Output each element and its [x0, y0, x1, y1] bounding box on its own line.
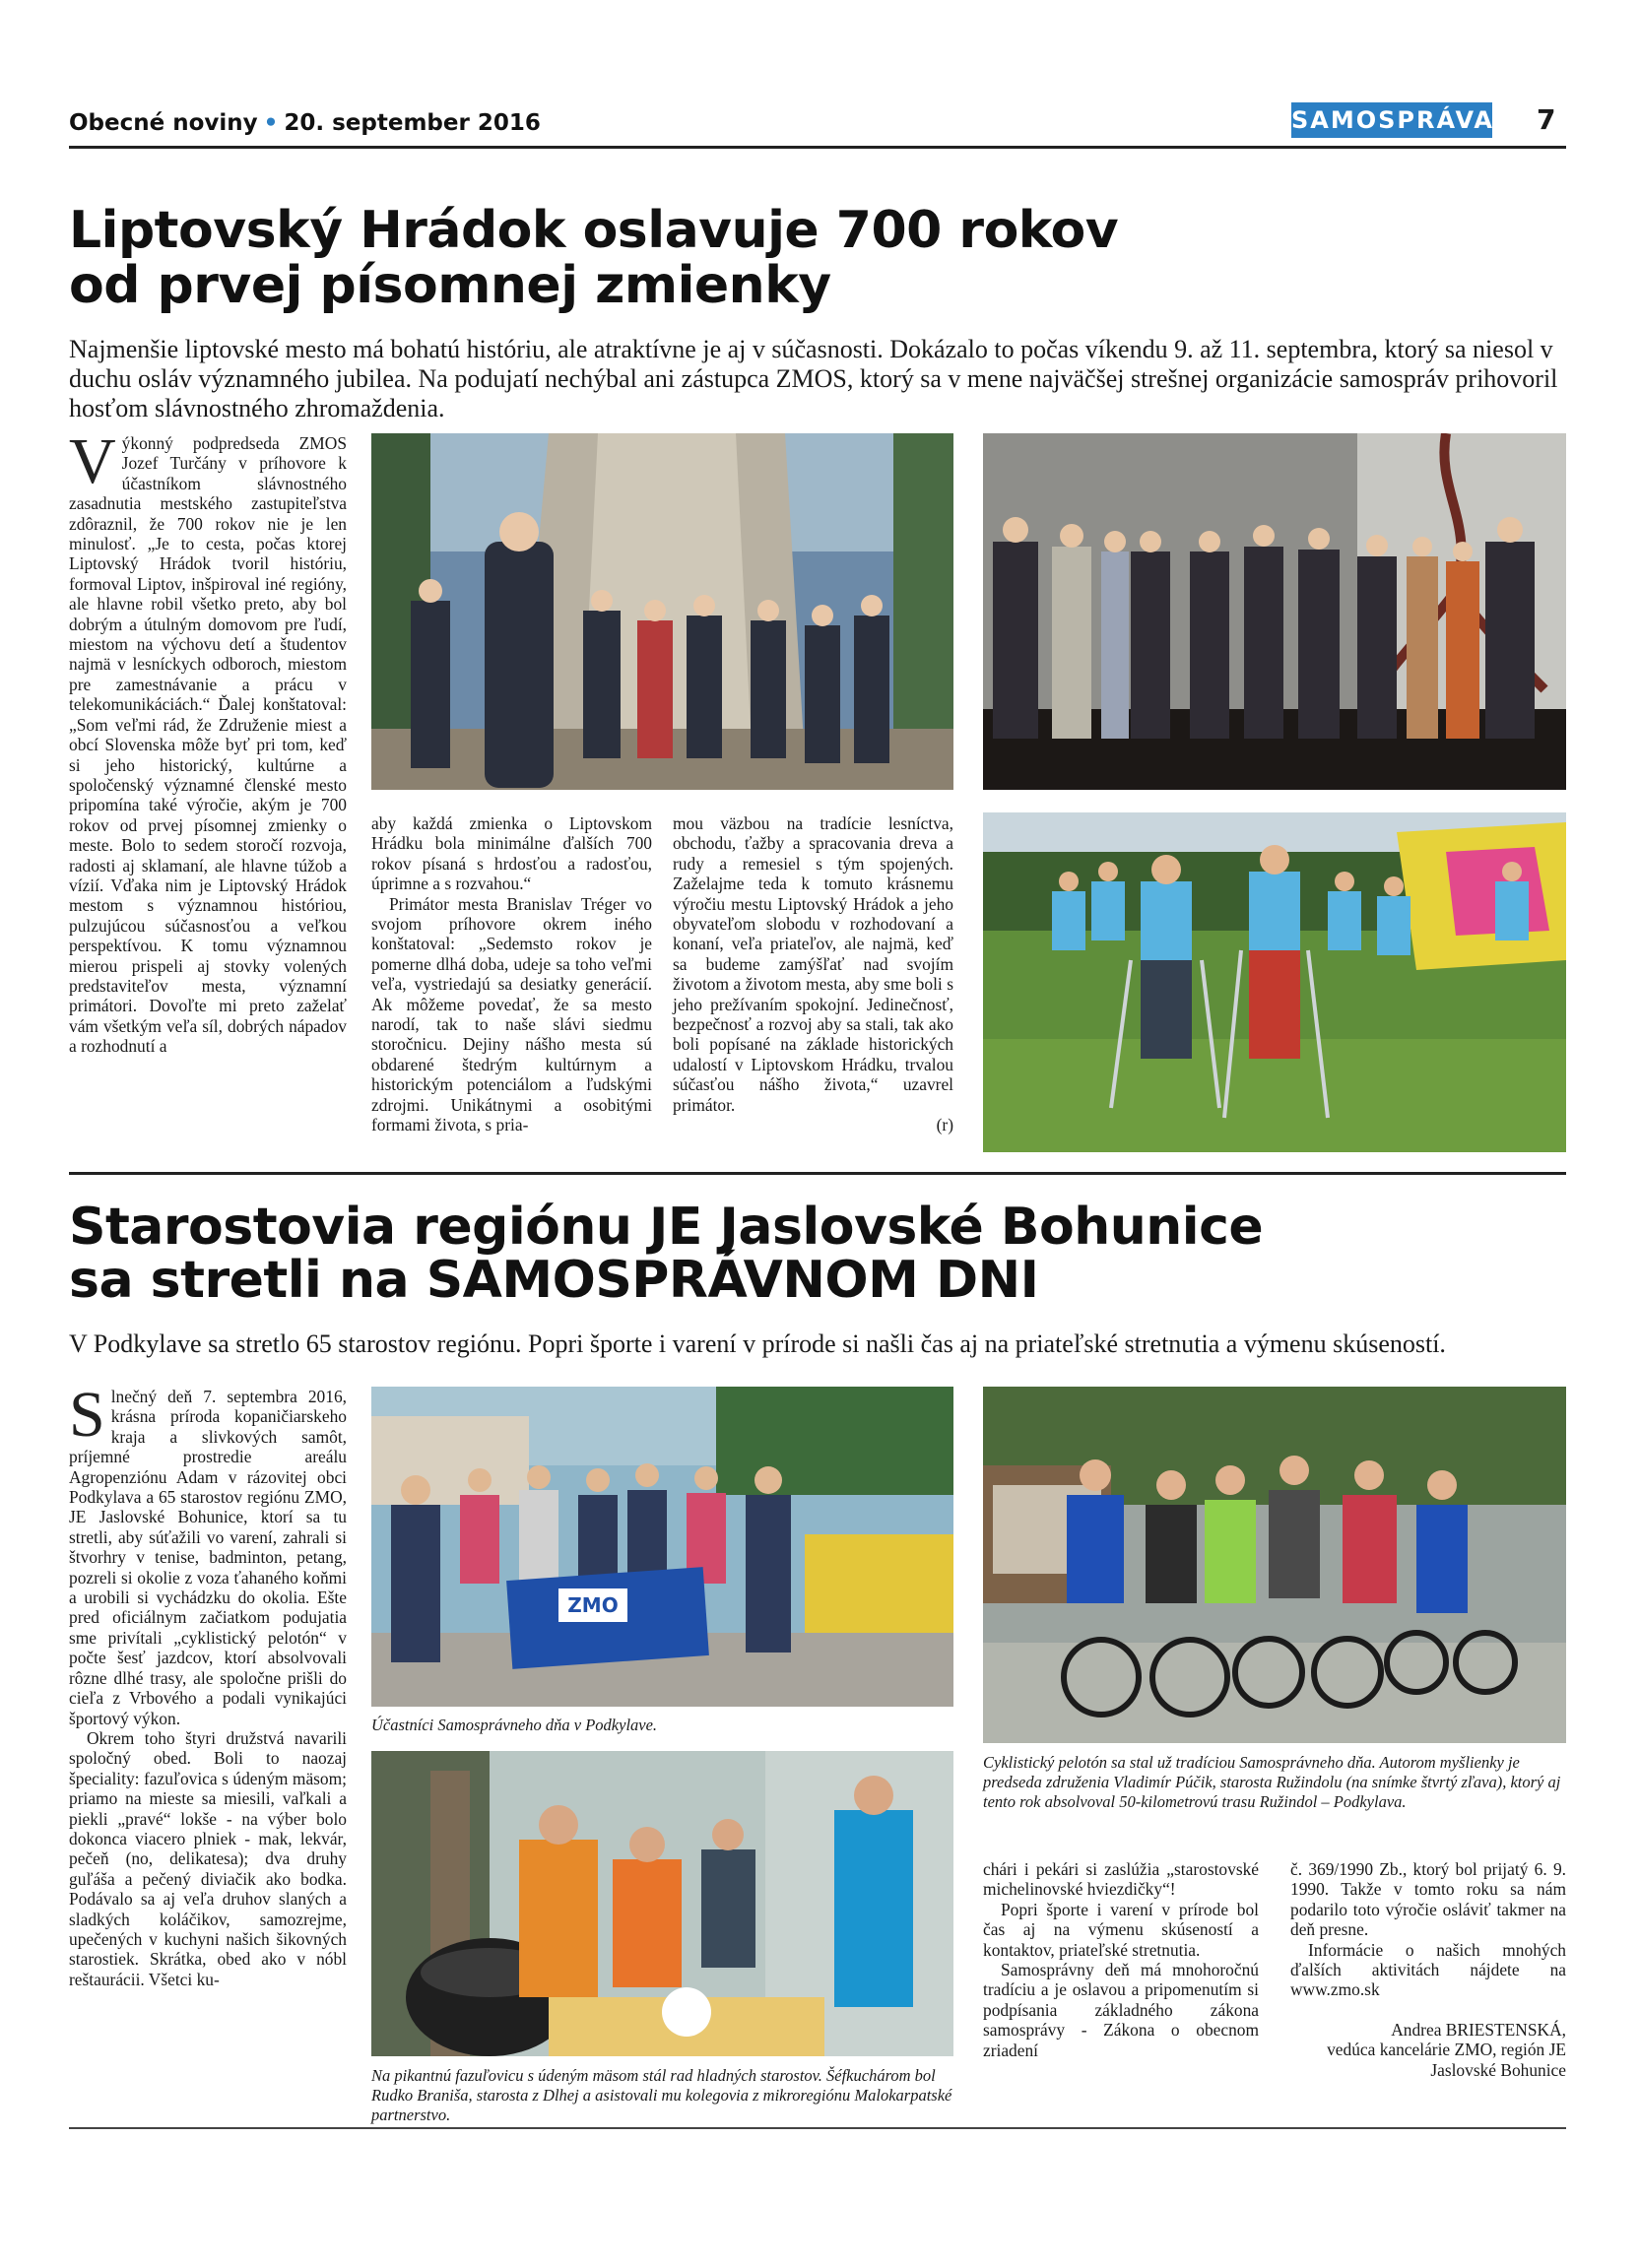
article2-dropcap: S [69, 1379, 105, 1451]
article1-signature: (r) [936, 1115, 953, 1135]
article2-column-3 [1290, 1859, 1566, 2115]
article1-lead: Najmenšie liptovské mesto má bohatú históriu, ale atraktívne je aj v súčasnosti. Dokázalo to počas víkendu 9. až 11. septembra, ktorý sa niesol v duchu osláv významného jubilea. Na podujatí nechýbal ani zástupca ZMOS, ktorý sa v mene najväčšej strešnej organizácie samospráv prihovoril hosťom slávnostného zhromaždenia. [69, 335, 1558, 422]
article1-col2-para1: aby každá zmienka o Liptovskom Hrádku bola minimálne ďalších 700 rokov písaná s hrdosťou a radosťou, úprimne a s rozvahou.“ [371, 813, 652, 894]
article2-col1-para2: Okrem toho štyri družstvá navarili spoločný obed. Boli to naozaj špeciality: fazuľovica s údeným mäsom; priamo na mieste sa miesili, vaľkali a piekli „pravé“ lokše - na výber bolo dokonca viacero plniek - mak, lekvár, pečeň (no, delikatesa); dva druhy guľáša a pečený diviačik ako bodka. Podávalo sa aj veľa druhov slaných a sladkých koláčikov, samozrejme, upečených v kuchyni našich šikovných starostiek. Skrátka, obed ako v nóbl reštaurácii. Všetci ku- [69, 1727, 347, 1989]
header-rule [69, 146, 1566, 149]
caption-group: Účastníci Samosprávneho dňa v Podkylave. [371, 1716, 658, 1734]
flag-zmo-text: ZMO [567, 1593, 619, 1617]
article1-col3-para1: mou väzbou na tradície lesníctva, obchodu, ťažby a spracovania dreva a rudy a remesiel s tým spojených. Zaželajme teda k tomuto krásnemu výročiu mestu Liptovský Hrádok a jeho obyvateľom slobodu v rozhodovaní a konaní, veľa priateľov, ale najmä, keď sa budeme zamýšľať nad svojím životom a životom mesta, aby sme boli s jeho prežívaním spokojní. Jedinečnosť, bezpečnosť a rozvoj aby sa stali, tak ako boli popísané na základe historických udalostí v Liptovskom Hrádku, trvalou súčasťou nášho života,“ uzavrel primátor. [673, 813, 953, 1115]
article1-headline-line1: Liptovský Hrádok oslavuje 700 rokov [69, 201, 1119, 260]
publication-header [69, 110, 541, 136]
article2-col2-para3: Samosprávny deň má mnohoročnú tradíciu a je oslavou a pripomenutím si podpísania základného zákona samosprávy - Zákona o obecnom zriadení [983, 1960, 1259, 2060]
caption-cyclists: Cyklistický pelotón sa stal už tradíciou Samosprávneho dňa. Autorom myšlienky je predseda združenia Vladimír Púčik, starosta Ružindolu (na snímke štvrtý zľava), ktorý aj tento rok absolvoval 50-kilometrovú trasu Ružindol – Podkylava. [983, 1753, 1561, 1811]
article1-column-3 [673, 813, 953, 1152]
section-label: SAMOSPRÁVA [1291, 102, 1492, 138]
separator-dot-icon: • [263, 110, 279, 136]
article2-headline-line1: Starostovia regiónu JE Jaslovské Bohunice [69, 1198, 1264, 1257]
article1-col2-para2: Primátor mesta Branislav Tréger vo svojom príhovore okrem iného konštatoval: „Sedemsto rokov je pomerne dlhá doba, udeje sa toho veľmi veľa, vystriedajú sa desiatky generácií. Ak môžeme povedať, že sa mesto narodí, tak to naše slávi siedmu storočnicu. Dejiny nášho mesta sú obdarené štedrým kultúrnym a historickým potenciálom a ľudskými zdrojmi. Unikátnymi a osobitými formami života, s pria- [371, 893, 652, 1135]
article2-col1-text: lnečný deň 7. septembra 2016, krásna príroda kopaničiarskeho kraja a slivkových samôt, príjemné prostredie areálu Agropenziónu Adam v rázovitej obci Podkylava a 65 starostov regiónu ZMO, JE Jaslovské Bohunice, ktorí sa tu stretli, aby súťažili vo varení, zahrali si štvorhry v tenise, badminton, petang, pozreli si okolie z voza ťahaného koňmi a urobili si vychádzku do okolia. Ešte pred oficiálnym začiatkom podujatia sme privítali „cyklistický pelotón“ v počte šesť jazdcov, ktorí absolvovali rôzne dlhé trasy, ale spoločne prišli do cieľa z Vrbového a podali vynikajúci športový výkon. [69, 1387, 347, 1728]
photo-group-zmo-flag [371, 1387, 953, 1707]
article1-headline-line2: od prvej písomnej zmienky [69, 256, 831, 315]
article-separator-rule [69, 1172, 1566, 1175]
article2-column-1 [69, 1379, 347, 2115]
article2-column-2 [983, 1859, 1259, 2115]
article2-col2-para1: chári i pekári si zaslúžia „starostovské michelinovské hviezdičky“! [983, 1859, 1259, 1900]
photo-cooking [371, 1751, 953, 2056]
photo-cyclists [983, 1387, 1566, 1743]
article2-col3-para2: Informácie o našich mnohých ďalších aktivitách nájdete na www.zmo.sk [1290, 1939, 1566, 2000]
article2-author-name: Andrea BRIESTENSKÁ, [1391, 2019, 1566, 2040]
article1-column-1 [69, 425, 347, 1152]
photo-mayor-speech [371, 433, 953, 790]
article2-author-role: vedúca kancelárie ZMO, región JE Jaslovské Bohunice [1327, 2040, 1566, 2080]
article2-lead: V Podkylave sa stretlo 65 starostov regiónu. Popri športe i varení v prírode si našli čas aj na priateľské stretnutia a výmenu skúseností. [69, 1329, 1446, 1358]
page-number: 7 [1537, 103, 1556, 136]
publication-name: Obecné noviny [69, 110, 258, 136]
caption-cooking: Na pikantnú fazuľovicu s údeným mäsom stál rad hladných starostov. Šéfkuchárom bol Rudko Braniša, starosta z Dlhej a asistovali mu kolegovia z mikroregiónu Malokarpatské partnerstvo. [371, 2066, 952, 2124]
footer-rule [69, 2127, 1566, 2129]
article2-headline-line2: sa stretli na SAMOSPRÁVNOM DNI [69, 1251, 1039, 1310]
article2-col3-para1: č. 369/1990 Zb., ktorý bol prijatý 6. 9. 1990. Takže v tomto roku sa nám podarilo toto výročie osláviť takmer na deň presne. [1290, 1859, 1566, 1940]
article1-dropcap: V [69, 425, 116, 497]
article2-col2-para2: Popri športe i varení v prírode bol čas aj na výmenu skúseností a kontaktov, priateľské stretnutia. [983, 1899, 1259, 1960]
article1-column-2 [371, 813, 652, 1152]
photo-stage-ceremony [983, 433, 1566, 790]
photo-hikers [983, 812, 1566, 1152]
article1-col1-text: ýkonný podpredseda ZMOS Jozef Turčány v príhovore k účastníkom slávnostného zasadnutia mestského zastupiteľstva zdôraznil, že 700 rokov nie je len minulosť. „Je to cesta, počas ktorej Liptovský Hrádok tvoril históriu, formoval Liptov, inšpiroval iné regióny, ale hlavne robil všetko preto, aby bol dobrým a útulným domovom pre ľudí, miestom na výchovu detí a študentov najmä v lesníckych odboroch, miestom pre zamestnávanie a prácu v telekomunikáciách.“ Ďalej konštatoval: „Som veľmi rád, že Združenie miest a obcí Slovenska môže byť pri tom, keď si jeho historický, kultúrne a spoločenský významné členské mesto pripomína také výročie, akým je 700 rokov od prvej písomnej zmienky o meste. Bolo to sedem storočí rozvoja, radosti aj sklamaní, ale hlavne túžob a vízií. Vďaka nim je Liptovský Hrádok mestom s významnou históriou, pulzujúcou súčasnosťou a veľkou perspektívou. K tomu významnou mierou prispeli aj stovky volených predstaviteľov mesta, významní primátori. Dovoľte mi preto zaželať vám všetkým veľa síl, dobrých nápadov a rozhodnutí a [69, 433, 347, 1057]
issue-date: 20. september 2016 [284, 110, 541, 136]
